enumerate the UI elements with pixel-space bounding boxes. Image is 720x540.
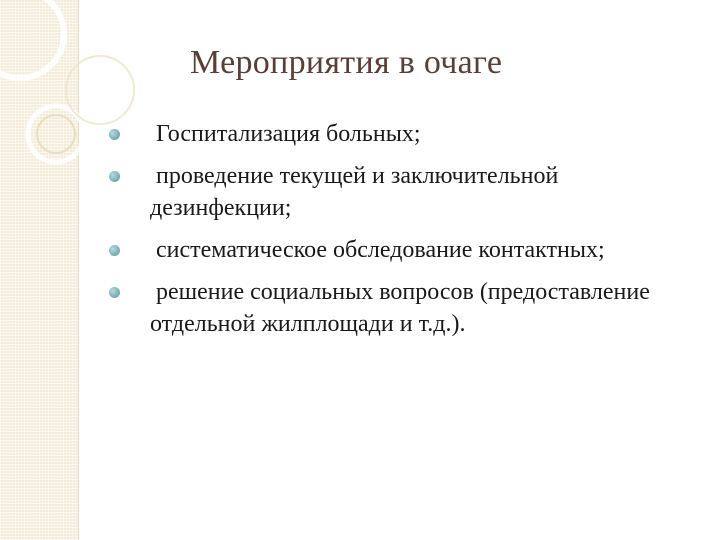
bullet-icon [109, 287, 120, 298]
list-item [122, 160, 702, 224]
list-item-text: проведение текущей и заключительной дезинфекции; [150, 163, 559, 221]
bullet-icon [109, 245, 120, 256]
slide-title: Мероприятия в очаге [190, 44, 503, 81]
list-item-text: решение социальных вопросов (предоставление отдельной жилплощади и т.д.). [150, 279, 650, 337]
list-item [122, 276, 702, 340]
list-item [122, 234, 702, 266]
circle-decoration-icon [0, 0, 120, 200]
list-item-text: систематическое обследование контактных; [156, 237, 605, 263]
list-item-text: Госпитализация больных; [156, 121, 421, 147]
bullet-icon [109, 129, 120, 140]
list-item [122, 118, 702, 150]
bullet-list [122, 118, 702, 350]
bullet-icon [109, 171, 120, 182]
